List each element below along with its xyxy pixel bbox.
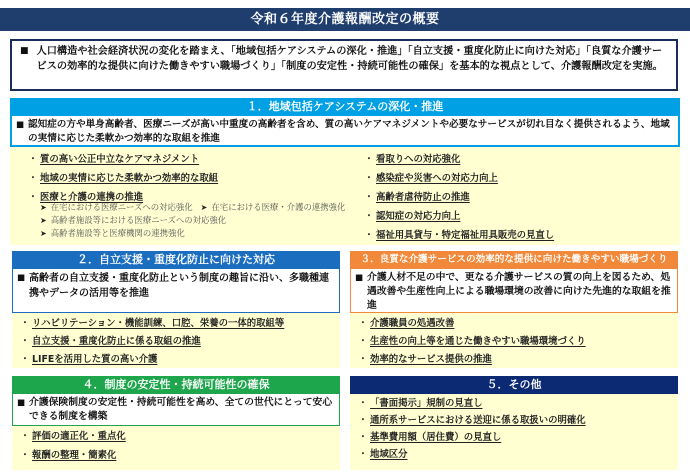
list-item[interactable] [18,449,338,462]
list-item-link[interactable]: 地域区分 [370,449,408,460]
section-1-description-box [10,116,680,147]
dot-bullet-icon: ・ [20,336,30,347]
list-item[interactable] [26,172,356,185]
sub-item-text: 在宅における医療ニーズへの対応強化 [50,202,193,212]
sub-item-text: 高齢者施設等における医療ニーズへの対応強化 [50,215,227,225]
list-item[interactable] [356,397,676,410]
section-5-list [356,397,676,467]
list-item[interactable] [18,335,338,348]
sub-item [201,201,346,214]
list-item[interactable] [356,414,676,427]
square-bullet-icon: ■ [355,273,364,283]
sub-item-text: 在宅における医療・介護の連携強化 [211,202,346,212]
section-1-heading: １．地域包括ケアシステムの深化・推進 [10,98,680,116]
section-2-description-box [12,269,340,313]
sub-item-text: 高齢者施設等と医療機関の連携強化 [50,228,185,238]
list-item-link[interactable]: 質の高い公正中立なケアマネジメント [40,154,200,165]
list-item-link[interactable]: LIFEを活用した質の高い介護 [32,354,158,365]
section-2-description: 高齢者の自立支援・重度化防止という制度の趣旨に沿い、多職種連携やデータの活用等を推進 [29,273,330,299]
sub-item [40,201,193,214]
dot-bullet-icon: ・ [364,211,374,222]
dot-bullet-icon: ・ [20,450,30,461]
list-item-link[interactable]: 医療と介護の連携の推進 [40,192,144,203]
dot-bullet-icon: ・ [358,449,368,460]
list-item-link[interactable]: 認知症の対応力向上 [376,211,461,222]
section-4-description: 介護保険制度の安定性・持続可能性を高め、全ての世代にとって安心できる制度を構築 [29,397,333,422]
list-item[interactable] [18,353,338,366]
dot-bullet-icon: ・ [358,432,368,443]
arrow-bullet-icon: ➤ [200,203,208,212]
dot-bullet-icon: ・ [358,336,368,347]
section-1-description: 認知症の方や単身高齢者、医療ニーズが高い中重度の高齢者を含め、質の高いケアマネジメントや必要なサービスが切れ目なく提供されるよう、地域の実情に応じた柔軟かつ効率的な取組を推進 [28,119,670,144]
summary-text: 人口構造や社会経済状況の変化を踏まえ、「地域包括ケアシステムの深化・推進」「自立支援・重度化防止に向けた対応」「良質な介護サービスの効率的な提供に向けた働きやすい職場づくり」「制度の安定性・持続可能性の確保」を基本的な視点として、介護報酬改定を実施。 [36,46,663,72]
dot-bullet-icon: ・ [28,173,38,184]
square-bullet-icon: ■ [20,46,29,56]
list-item-link[interactable]: 報酬の整理・簡素化 [32,450,117,461]
square-bullet-icon: ■ [17,398,26,408]
square-bullet-icon: ■ [16,120,25,130]
list-item-link[interactable]: 効率的なサービス提供の推進 [370,354,492,365]
arrow-bullet-icon: ➤ [40,203,47,212]
dot-bullet-icon: ・ [364,173,374,184]
dot-bullet-icon: ・ [358,354,368,365]
section-3-list [356,317,676,372]
section-5-heading: ５．その他 [350,376,678,394]
section-2-list-area [12,313,340,368]
list-item[interactable] [362,229,672,242]
list-item-link[interactable]: 通所系サービスにおける送迎に係る取扱いの明確化 [370,415,586,426]
section-3-heading: ３．良質な介護サービスの効率的な提供に向けた働きやすい職場づくり [350,251,678,269]
list-item-link[interactable]: 看取りへの対応強化 [376,154,461,165]
list-item[interactable] [26,153,356,166]
list-item[interactable] [362,172,672,185]
dot-bullet-icon: ・ [28,154,38,165]
section-4-list [18,430,338,468]
list-item-link[interactable]: 介護職員の処遇改善 [370,318,455,329]
section-3-description-box [350,269,678,313]
sub-row [40,201,380,214]
list-item-link[interactable]: 地域の実情に応じた柔軟かつ効率的な取組 [40,173,219,184]
list-item[interactable] [356,431,676,444]
dot-bullet-icon: ・ [358,398,368,409]
square-bullet-icon: ■ [17,273,26,283]
list-item-link[interactable]: 評価の適正化・重点化 [32,431,126,442]
dot-bullet-icon: ・ [364,192,374,203]
dot-bullet-icon: ・ [364,154,374,165]
list-item-link[interactable]: リハビリテーション・機能訓練、口腔、栄養の一体的取組等 [32,318,285,329]
list-item[interactable] [356,353,676,366]
list-item-link[interactable]: 「書面掲示」規制の見直し [370,398,483,409]
section-3-description: 介護人材不足の中で、更なる介護サービスの質の向上を図るため、処遇改善や生産性向上による職場環境の改善に向けた先進的な取組を推進 [367,272,671,311]
summary-box [10,39,678,91]
list-item[interactable] [362,153,672,166]
list-item-link[interactable]: 福祉用具貸与・特定福祉用具販売の見直し [376,230,555,241]
section-1-left-list [26,153,356,206]
dot-bullet-icon: ・ [20,431,30,442]
dot-bullet-icon: ・ [358,318,368,329]
section-4-heading: ４．制度の安定性・持続可能性の確保 [12,376,340,394]
dot-bullet-icon: ・ [20,318,30,329]
section-5-list-area [350,394,678,470]
section-2-list [18,317,338,372]
arrow-bullet-icon: ➤ [40,216,47,225]
list-item[interactable] [18,317,338,330]
section-3-list-area [350,313,678,368]
dot-bullet-icon: ・ [20,354,30,365]
section-1-list-area [10,147,680,245]
section-4-description-box [12,394,340,426]
list-item-link[interactable]: 基準費用額（居住費）の見直し [370,432,502,443]
list-item-link[interactable]: 自立支援・重度化防止に係る取組の推進 [32,336,201,347]
list-item[interactable] [18,430,338,443]
list-item-link[interactable]: 感染症や災害への対応力向上 [376,173,498,184]
sub-item [40,227,380,240]
dot-bullet-icon: ・ [358,415,368,426]
list-item[interactable] [356,317,676,330]
section-1-sub-list [40,201,380,240]
dot-bullet-icon: ・ [364,230,374,241]
dot-bullet-icon: ・ [28,192,38,203]
list-item[interactable] [362,210,672,223]
page-title: 令和６年度介護報酬改定の概要 [0,8,690,31]
section-1-right-list [362,153,672,248]
arrow-bullet-icon: ➤ [40,229,47,238]
list-item[interactable] [362,191,672,204]
list-item-link[interactable]: 高齢者虐待防止の推進 [376,192,470,203]
section-2-heading: ２．自立支援・重度化防止に向けた対応 [12,251,340,269]
sub-item [40,214,380,227]
list-item-link[interactable]: 生産性の向上等を通じた働きやすい職場環境づくり [370,336,586,347]
section-4-list-area [12,426,340,470]
list-item[interactable] [356,448,676,461]
list-item[interactable] [356,335,676,348]
